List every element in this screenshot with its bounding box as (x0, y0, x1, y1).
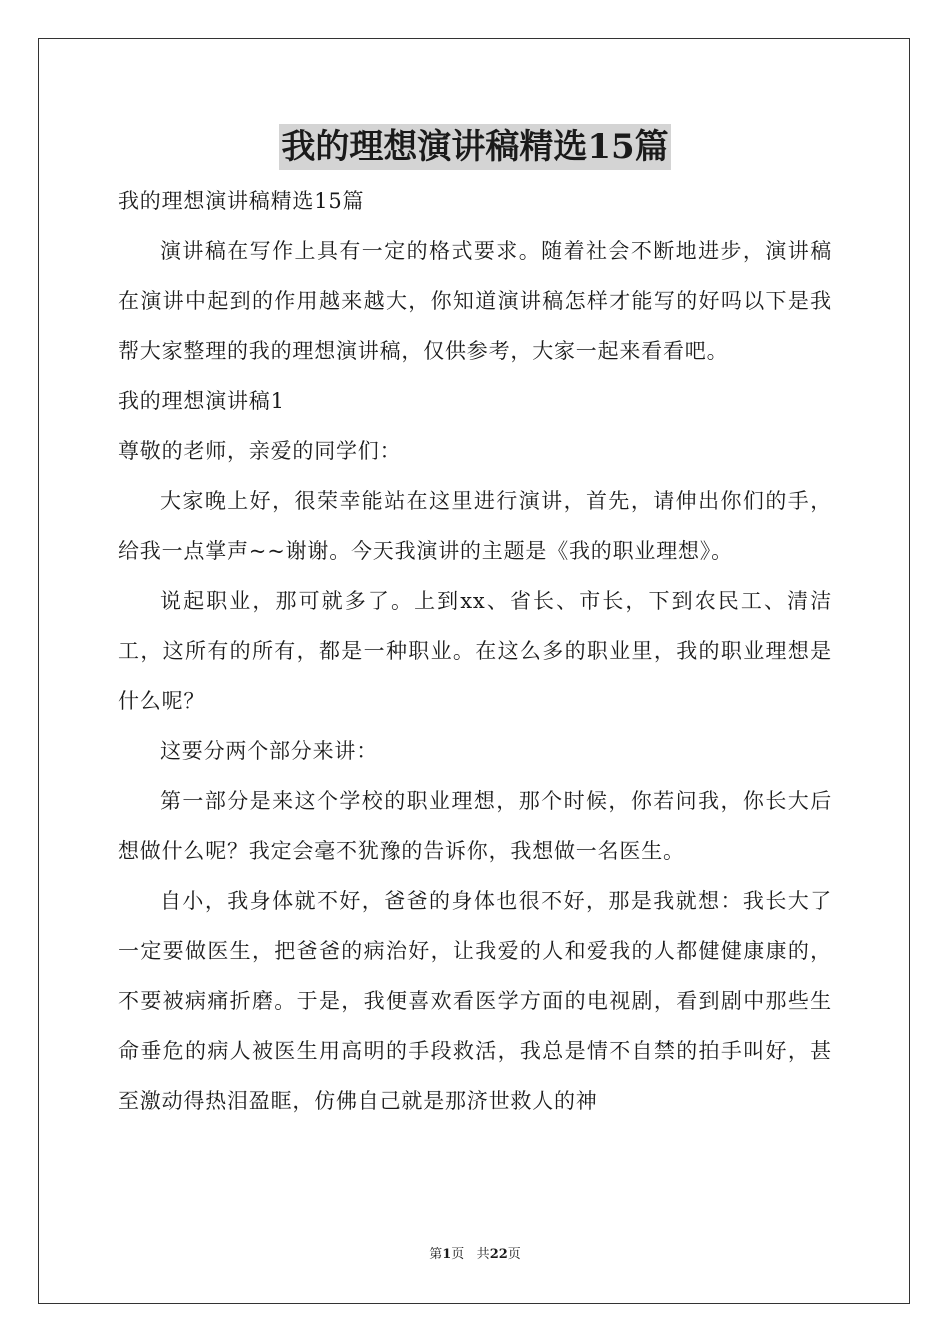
body-paragraph-1: 大家晚上好，很荣幸能站在这里进行演讲，首先，请伸出你们的手，给我一点掌声~~谢谢。今天我演讲的主题是《我的职业理想》。 (118, 489, 832, 563)
section-heading: 我的理想演讲稿1 (118, 389, 285, 413)
footer-total-unit: 页 (507, 1247, 521, 1262)
footer-prefix: 第 (429, 1247, 443, 1262)
intro-paragraph: 演讲稿在写作上具有一定的格式要求。随着社会不断地进步，演讲稿在演讲中起到的作用越来越大，你知道演讲稿怎样才能写的好吗以下是我帮大家整理的我的理想演讲稿，仅供参考，大家一起来看看吧。 (118, 239, 832, 363)
salutation: 尊敬的老师，亲爱的同学们： (118, 439, 402, 463)
body-paragraph-2: 说起职业，那可就多了。上到xx、省长、市长，下到农民工、清洁工，这所有的所有，都是一种职业。在这么多的职业里，我的职业理想是什么呢？ (118, 589, 832, 713)
footer-total-pages: 22 (489, 1247, 508, 1262)
body-paragraph-5: 自小，我身体就不好，爸爸的身体也很不好，那是我就想：我长大了一定要做医生，把爸爸的病治好，让我爱的人和爱我的人都健健康康的，不要被病痛折磨。于是，我便喜欢看医学方面的电视剧，看到剧中那些生命垂危的病人被医生用高明的手段救活，我总是情不自禁的拍手叫好，甚至激动得热泪盈眶，仿佛自己就是那济世救人的神 (118, 889, 832, 1113)
document-body (118, 176, 832, 1126)
footer-page-unit: 页 (451, 1247, 465, 1262)
page-footer (0, 1246, 950, 1264)
body-paragraph-3: 这要分两个部分来讲： (160, 739, 378, 763)
document-subtitle: 我的理想演讲稿精选15篇 (118, 189, 365, 213)
body-paragraph-4: 第一部分是来这个学校的职业理想，那个时候，你若问我，你长大后想做什么呢？我定会毫不犹豫的告诉你，我想做一名医生。 (118, 789, 832, 863)
title-container (0, 124, 950, 170)
footer-page-number: 1 (442, 1247, 452, 1262)
document-title: 我的理想演讲稿精选15篇 (279, 124, 670, 170)
footer-total-prefix: 共 (476, 1247, 490, 1262)
